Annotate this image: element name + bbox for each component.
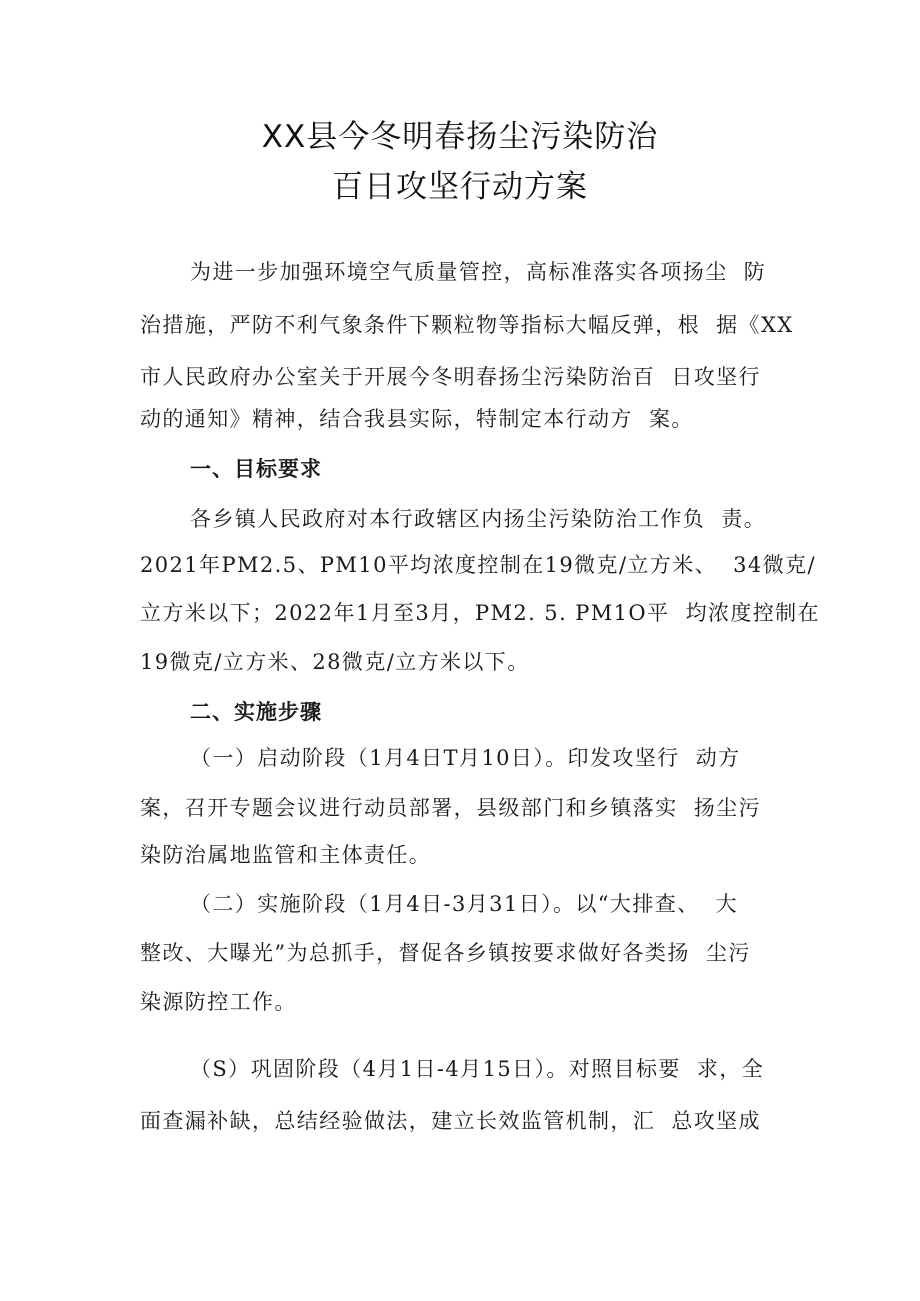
section-paragraph-line: 2021年PM2.5、PM10平均浓度控制在19微克/立方米、 34微克/ — [140, 553, 816, 577]
step-paragraph-line: 整改、大曝光”为总抓手，督促各乡镇按要求做好各类扬 尘污 — [140, 941, 751, 965]
document-title-line-2: 百日攻坚行动方案 — [332, 169, 588, 205]
intro-paragraph-line: 为进一步加强环境空气质量管控，高标准落实各项扬尘 防 — [190, 260, 767, 284]
section-heading-goals: 一、目标要求 — [190, 457, 322, 481]
step-paragraph-line: （S）巩固阶段（4月1日-4月15日）。对照目标要 求，全 — [190, 1057, 765, 1081]
step-paragraph-line: （二）实施阶段（1月4日-3月31日）。以“大排查、 大 — [190, 892, 739, 916]
step-paragraph-line: （一）启动阶段（1月4日T月10日）。印发攻坚行 动方 — [190, 746, 741, 770]
step-paragraph-line: 染防治属地监管和主体责任。 — [140, 843, 432, 867]
section-paragraph-line: 立方米以下；2022年1月至3月，PM2. 5. PM1O平 均浓度控制在 — [140, 601, 820, 625]
section-paragraph-line: 各乡镇人民政府对本行政辖区内扬尘污染防治工作负 责。 — [190, 507, 767, 531]
document-title-line-1: XX县今冬明春扬尘污染防治 — [261, 119, 659, 155]
section-paragraph-line: 19微克/立方米、28微克/立方米以下。 — [140, 650, 530, 674]
step-paragraph-line: 案，召开专题会议进行动员部署，县级部门和乡镇落实 扬尘污 — [140, 796, 761, 820]
step-paragraph-line: 面查漏补缺，总结经验做法，建立长效监管机制，汇 总攻坚成 — [140, 1109, 761, 1133]
intro-paragraph-line: 动的通知》精神，结合我县实际，特制定本行动方 案。 — [140, 407, 694, 431]
intro-paragraph-line: 治措施，严防不利气象条件下颗粒物等指标大幅反弹，根 据《XX — [140, 313, 794, 337]
section-heading-steps: 二、实施步骤 — [190, 700, 322, 724]
intro-paragraph-line: 市人民政府办公室关于开展今冬明春扬尘污染防治百 日攻坚行 — [140, 365, 761, 389]
step-paragraph-line: 染源防控工作。 — [140, 990, 297, 1014]
